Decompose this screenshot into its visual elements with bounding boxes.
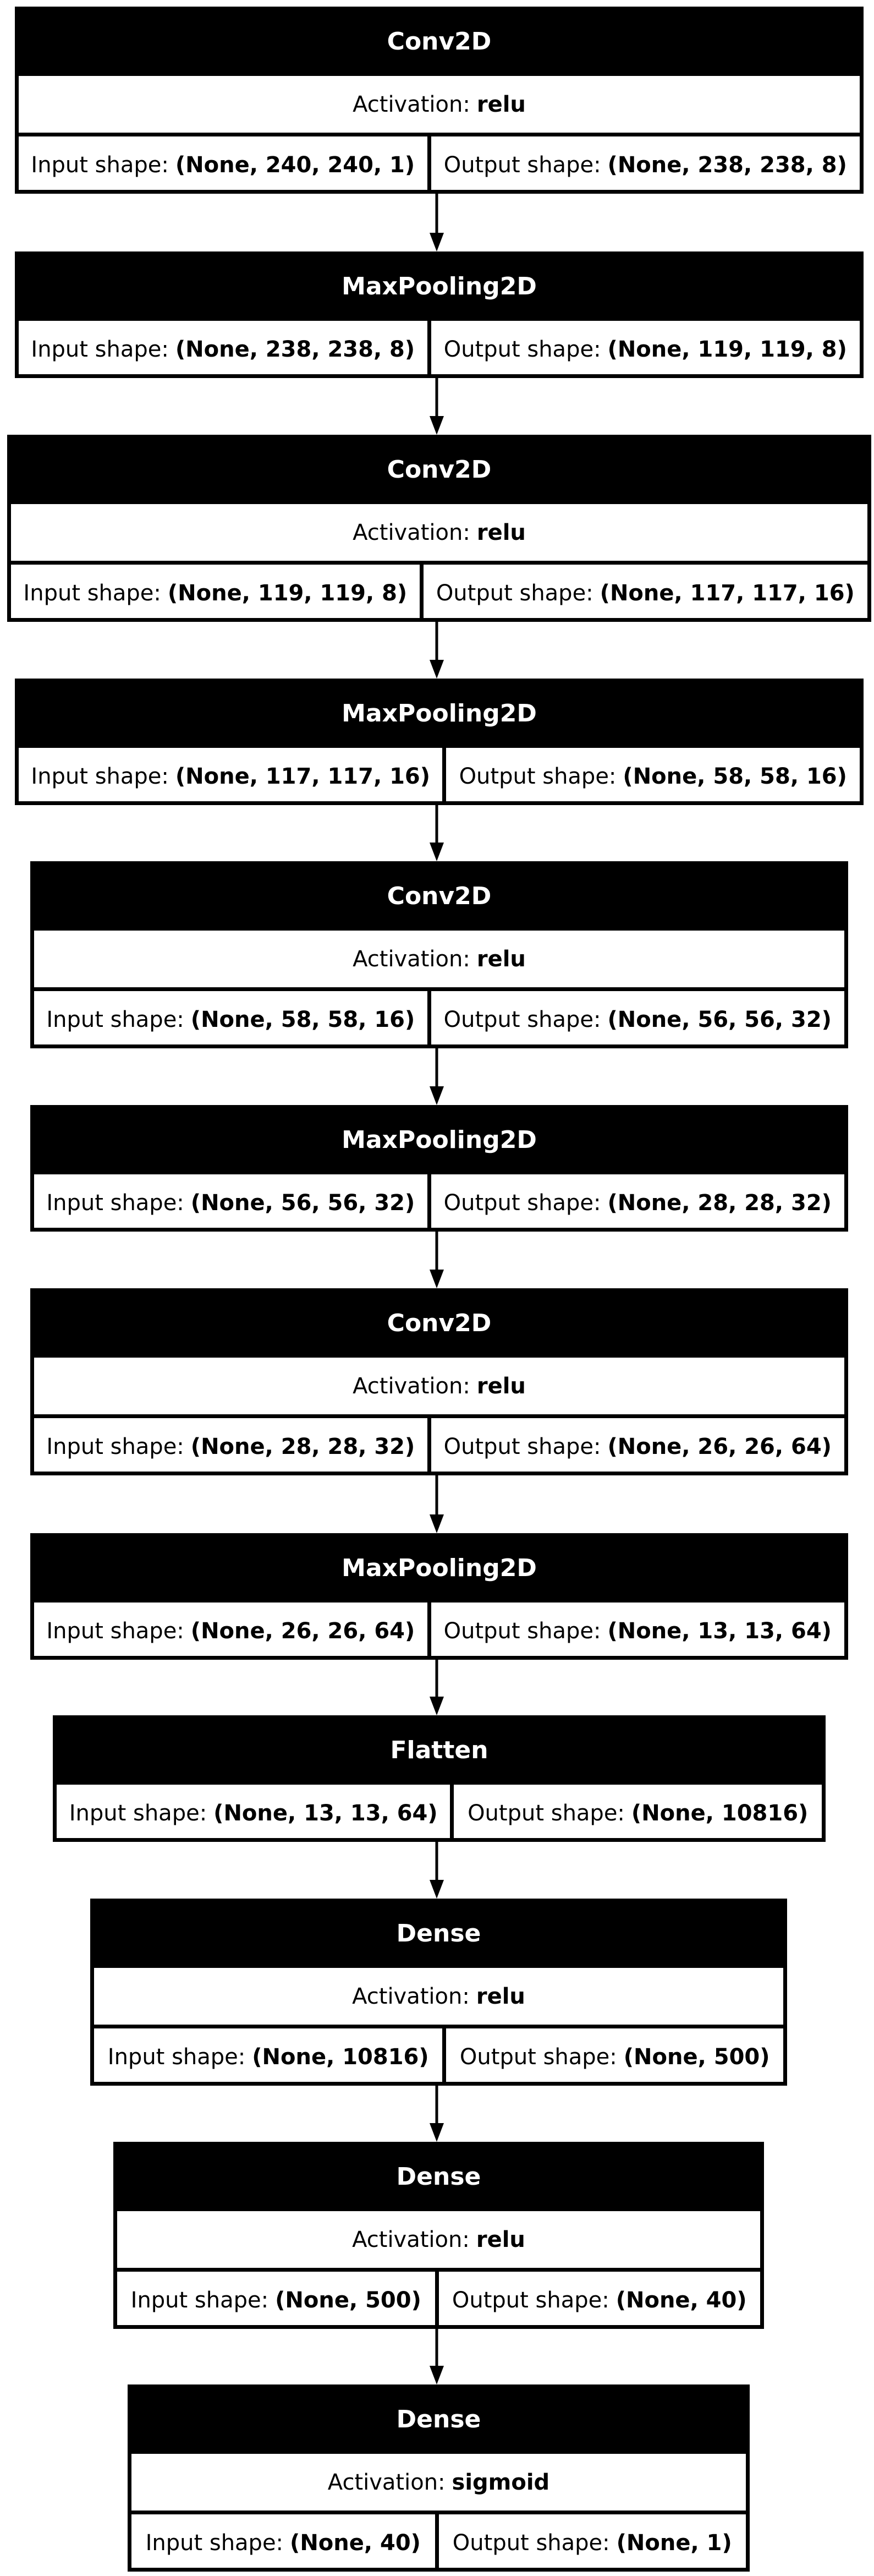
output-shape-cell [439,2272,760,2329]
input-shape-value: (None, 13, 13, 64) [213,1801,438,1826]
output-shape-value: (None, 238, 238, 8) [607,152,847,178]
layer-block [15,679,864,805]
input-shape-value: (None, 58, 58, 16) [190,1007,415,1032]
output-shape-label: Output shape: [468,1801,625,1826]
activation-value: relu [476,946,526,972]
input-shape-label: Input shape: [46,1190,184,1216]
input-shape-value: (None, 28, 28, 32) [190,1434,415,1459]
arrow-head [430,416,444,435]
input-shape-cell [34,1174,431,1232]
output-shape-label: Output shape: [443,152,601,178]
connector-arrow [430,378,444,435]
output-shape-label: Output shape: [459,764,617,789]
input-shape-cell [117,2272,439,2329]
input-shape-cell [19,321,431,378]
input-shape-label: Input shape: [46,1007,184,1032]
layer-block [53,1715,826,1842]
connector-arrow [430,1232,444,1288]
layer-name: Conv2D [11,439,867,500]
input-shape-label: Input shape: [31,337,169,362]
output-shape-cell [439,2514,746,2572]
output-shape-cell [424,565,867,622]
output-shape-value: (None, 117, 117, 16) [600,581,855,606]
activation-value: relu [476,1373,526,1399]
layer-block [30,1288,848,1475]
layer-name: Conv2D [34,865,844,927]
layer-block [15,251,864,378]
shape-row [19,136,860,194]
output-shape-value: (None, 26, 26, 64) [607,1434,832,1459]
output-shape-label: Output shape: [443,337,601,362]
activation-row [34,1354,844,1418]
connector-arrow [430,1048,444,1105]
connector-arrow [430,1475,444,1533]
input-shape-cell [34,991,431,1048]
input-shape-label: Input shape: [107,2044,246,2070]
layer-name: Dense [131,2388,746,2450]
input-shape-value: (None, 119, 119, 8) [167,581,408,606]
arrow-head [430,843,444,861]
activation-row [117,2207,760,2272]
input-shape-cell [34,1603,431,1660]
output-shape-value: (None, 500) [623,2044,770,2070]
shape-row [19,748,860,805]
output-shape-value: (None, 28, 28, 32) [607,1190,832,1216]
shape-row [34,1603,844,1660]
output-shape-label: Output shape: [443,1618,601,1644]
shape-row [94,2028,783,2086]
output-shape-label: Output shape: [436,581,593,606]
output-shape-cell [454,1785,822,1842]
activation-label: Activation: [352,2227,470,2252]
output-shape-cell [431,136,860,194]
shape-row [11,565,867,622]
input-shape-cell [11,565,424,622]
layer-block [15,7,864,194]
shape-row [57,1785,822,1842]
activation-row [19,72,860,136]
arrow-head [430,233,444,251]
connector-arrow [430,805,444,861]
layer-block [90,1899,787,2086]
layer-name: MaxPooling2D [19,682,860,748]
input-shape-cell [34,1418,431,1475]
input-shape-cell [94,2028,446,2086]
output-shape-cell [446,748,860,805]
input-shape-cell [19,136,431,194]
output-shape-value: (None, 40) [615,2288,747,2313]
activation-label: Activation: [327,2469,446,2495]
output-shape-cell [431,1418,844,1475]
activation-value: sigmoid [452,2469,550,2495]
output-shape-label: Output shape: [452,2530,610,2556]
connector-arrow [430,622,444,679]
arrow-head [430,1880,444,1899]
input-shape-value: (None, 26, 26, 64) [190,1618,415,1644]
input-shape-label: Input shape: [145,2530,284,2556]
layer-name: MaxPooling2D [34,1109,844,1174]
shape-row [131,2514,746,2572]
input-shape-label: Input shape: [69,1801,207,1826]
input-shape-label: Input shape: [31,764,169,789]
activation-value: relu [476,1983,525,2009]
connector-arrow [430,1842,444,1899]
output-shape-value: (None, 10816) [631,1801,809,1826]
layer-name: Dense [117,2146,760,2207]
shape-row [34,1418,844,1475]
input-shape-cell [57,1785,454,1842]
layer-name: Conv2D [34,1292,844,1354]
activation-row [34,927,844,991]
activation-label: Activation: [353,1373,470,1399]
layer-block [30,861,848,1048]
output-shape-label: Output shape: [443,1434,601,1459]
arrow-head [430,1086,444,1105]
layer-block [128,2384,750,2572]
arrow-head [430,1514,444,1533]
input-shape-value: (None, 10816) [252,2044,429,2070]
layer-block [30,1533,848,1660]
layer-name: Conv2D [19,10,860,72]
output-shape-cell [431,991,844,1048]
output-shape-label: Output shape: [443,1190,601,1216]
input-shape-value: (None, 240, 240, 1) [175,152,415,178]
arrow-head [430,2123,444,2142]
input-shape-label: Input shape: [46,1434,184,1459]
shape-row [34,1174,844,1232]
output-shape-value: (None, 13, 13, 64) [607,1618,832,1644]
layer-block [113,2142,764,2329]
output-shape-value: (None, 56, 56, 32) [607,1007,832,1032]
shape-row [34,991,844,1048]
activation-value: relu [476,519,526,545]
activation-value: relu [476,2227,525,2252]
input-shape-label: Input shape: [23,581,161,606]
layer-name: Dense [94,1902,783,1964]
input-shape-cell [131,2514,439,2572]
connector-arrow [430,1660,444,1715]
output-shape-value: (None, 119, 119, 8) [607,337,847,362]
activation-label: Activation: [353,91,470,117]
connector-arrow [430,2329,444,2384]
shape-row [19,321,860,378]
input-shape-cell [19,748,446,805]
input-shape-label: Input shape: [130,2288,269,2313]
layer-name: MaxPooling2D [19,255,860,321]
input-shape-value: (None, 40) [290,2530,421,2556]
output-shape-cell [446,2028,783,2086]
activation-row [131,2450,746,2514]
arrow-head [430,1697,444,1715]
activation-row [11,500,867,565]
arrow-head [430,660,444,679]
activation-row [94,1964,783,2028]
activation-label: Activation: [353,519,470,545]
output-shape-cell [431,1603,844,1660]
output-shape-cell [431,1174,844,1232]
layer-name: MaxPooling2D [34,1537,844,1603]
input-shape-label: Input shape: [31,152,169,178]
output-shape-value: (None, 1) [616,2530,732,2556]
connector-arrow [430,194,444,251]
activation-label: Activation: [353,946,470,972]
input-shape-label: Input shape: [46,1618,184,1644]
layer-name: Flatten [57,1719,822,1785]
output-shape-label: Output shape: [452,2288,609,2313]
output-shape-cell [431,321,860,378]
layer-block [30,1105,848,1232]
arrow-head [430,1270,444,1288]
activation-value: relu [476,91,526,117]
output-shape-label: Output shape: [459,2044,617,2070]
output-shape-value: (None, 58, 58, 16) [623,764,847,789]
arrow-head [430,2366,444,2384]
layer-block [7,435,871,622]
input-shape-value: (None, 117, 117, 16) [175,764,431,789]
shape-row [117,2272,760,2329]
output-shape-label: Output shape: [443,1007,601,1032]
input-shape-value: (None, 56, 56, 32) [190,1190,415,1216]
input-shape-value: (None, 500) [275,2288,421,2313]
input-shape-value: (None, 238, 238, 8) [175,337,415,362]
connector-arrow [430,2086,444,2142]
activation-label: Activation: [352,1983,470,2009]
